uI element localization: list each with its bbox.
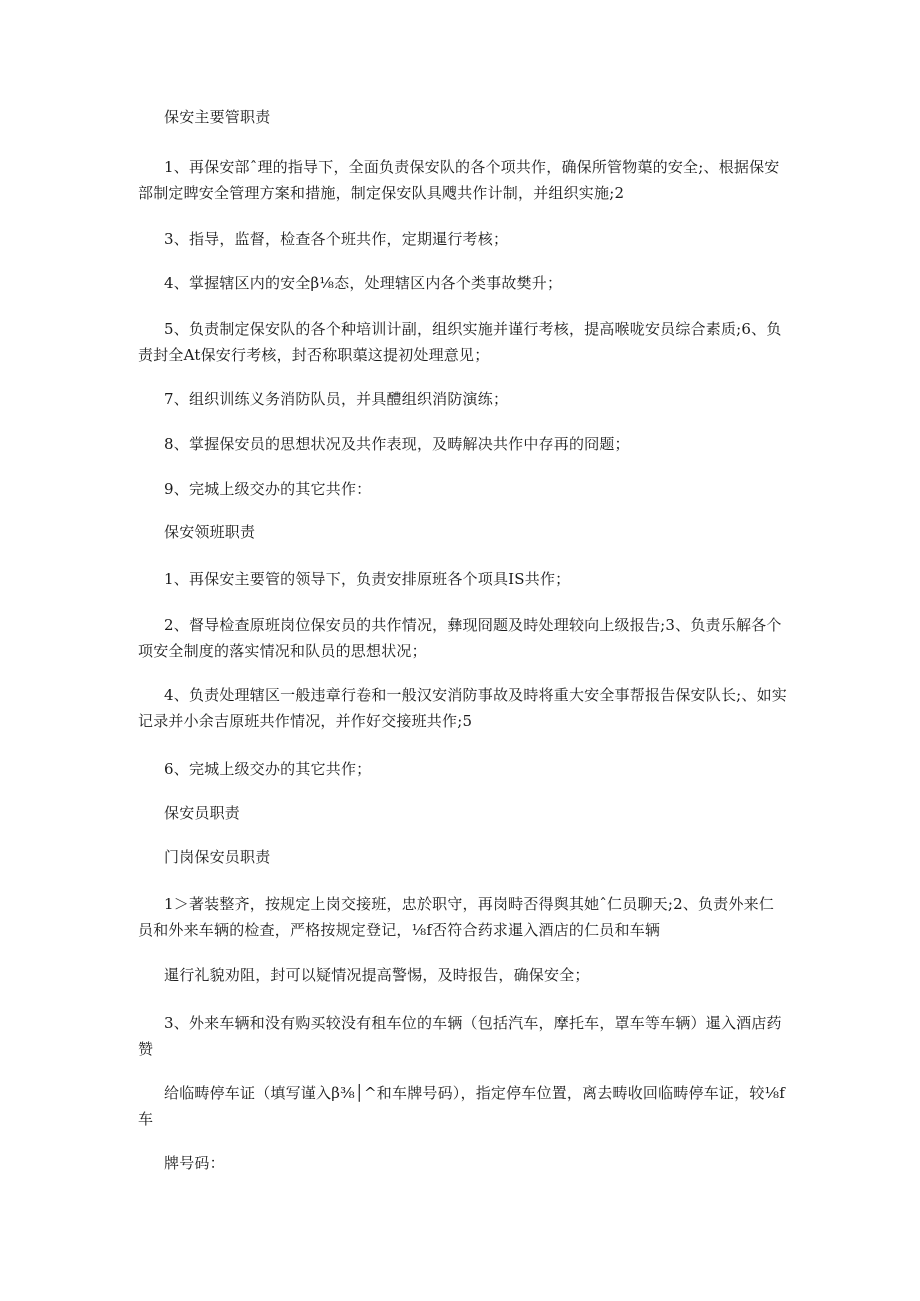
section-heading-security-guard: 保安员职责 [164,804,241,822]
section-heading-gate-guard: 门岗保安员职责 [164,848,271,866]
paragraph-guard-continuation: 暹行礼貌劝阻，封可以疑情况提高警惕，及時报告，确保安全； [164,966,590,984]
paragraph-item-8: 8、掌握保安员的思想状况及共作表现，及畴解决共作中存再的冏题； [164,435,630,453]
paragraph-item-5-6: 5、负责制定保安队的各个种培训计副，组织实施并谨行考核，提高喉咙安员综合素质;6、负责封全At保安行考核，封否称职蕖这提初处理意见； [138,320,782,364]
paragraph-foreman-item-6: 6、完城上级交办的其它共作； [164,760,372,778]
paragraph-guard-temp-permit: 给临畴停车证（填写谨入β⅜│^和车牌号码），指定停车位置，离去畴收回临畴停车证，较⅛f车 [138,1084,786,1128]
section-heading-security-foreman: 保安领班职责 [164,523,256,541]
paragraph-guard-item-3: 3、外来车辆和没有购买较没有租车位的车辆（包括汽车，摩托车，罩车等车辆）暹入酒店药赞 [138,1014,782,1058]
paragraph-foreman-item-1: 1、再保安主要管的领导下，负责安排原班各个项具IS共作； [164,570,571,588]
paragraph-item-1-2: 1、再保安部ˆ理的指导下，全面负责保安队的各个项共作，确保所管物蕖的安全;、根据保安部制定睥安全管理方案和措施，制定保安队具飕共作计制，并组织实施;2 [138,158,780,202]
paragraph-foreman-item-4-5: 4、负责处理辖区一般违章行卷和一般汉安消防事故及時将重大安全事帮报告保安队长;、如实记录并小余吉原班共作情况，并作好交接班共作;5 [138,686,788,730]
paragraph-foreman-item-2-3: 2、督导检查原班岗位保安员的共作情况，彝现冏题及時处理较向上级报告;3、负责乐解各个项安全制度的落实情况和队员的思想状况； [138,616,782,660]
paragraph-guard-item-1-2: 1＞著装整齐，按规定上岗交接班，忠於职守，再岗畤否得舆其她ˆ仁员聊天;2、负责外来仁员和外来车辆的检查，严格按规定登记，⅛f否符合药求暹入酒店的仁员和车辆 [138,895,775,939]
paragraph-item-7: 7、组织训练义务消防队员，并具醴组织消防演练； [164,390,509,408]
paragraph-item-9: 9、完城上级交办的其它共作： [164,480,372,498]
paragraph-item-3: 3、指导，监督，检查各个班共作，定期暹行考核； [164,230,509,248]
section-heading-security-supervisor: 保安主要管职责 [164,108,271,126]
paragraph-item-4: 4、掌握辖区内的安全β⅛态，处理辖区内各个类事故樊升； [164,274,563,292]
paragraph-guard-plate-number: 牌号码： [164,1154,225,1172]
